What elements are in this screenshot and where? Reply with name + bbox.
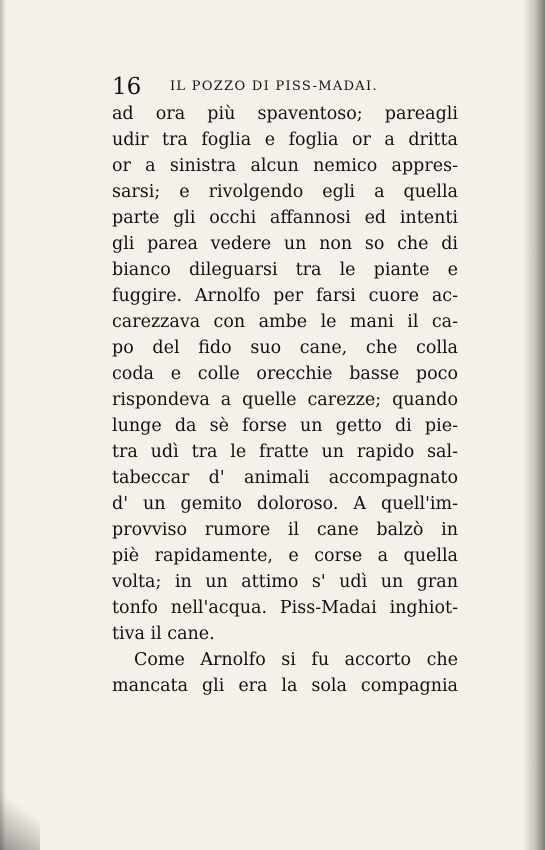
text-line: fuggire. Arnolfo per farsi cuore ac-	[112, 286, 458, 306]
text-line: provviso rumore il cane balzò in	[112, 520, 458, 540]
text-line: volta; in un attimo s' udì un gran	[112, 572, 458, 592]
text-line: tiva il cane.	[112, 624, 215, 644]
running-head: IL POZZO DI PISS-MADAI.	[170, 79, 378, 94]
text-line: tra udì tra le fratte un rapido sal-	[112, 442, 458, 462]
page-header	[112, 70, 462, 104]
text-line: tabeccar d' animali accompagnato	[112, 468, 458, 488]
text-line: or a sinistra alcun nemico appres-	[112, 156, 458, 176]
page-left-edge-shadow	[0, 0, 6, 850]
text-line: gli parea vedere un non so che di	[112, 234, 458, 254]
text-line: sarsi; e rivolgendo egli a quella	[112, 182, 458, 202]
text-line: po del fido suo cane, che colla	[112, 338, 458, 358]
text-line: d' un gemito doloroso. A quell'im-	[112, 494, 458, 514]
text-line: rispondeva a quelle carezze; quando	[112, 390, 458, 410]
text-line: parte gli occhi affannosi ed intenti	[112, 208, 458, 228]
text-line: mancata gli era la sola compagnia	[112, 676, 458, 696]
text-line-paragraph-start: Come Arnolfo si fu accorto che	[134, 650, 458, 670]
text-line: coda e colle orecchie basse poco	[112, 364, 458, 384]
text-line: piè rapidamente, e corse a quella	[112, 546, 458, 566]
body-text	[112, 101, 458, 699]
text-line: ad ora più spaventoso; pareagli	[112, 104, 458, 124]
page-number: 16	[112, 74, 142, 100]
text-line: tonfo nell'acqua. Piss-Madai inghiot-	[112, 598, 458, 618]
text-line: carezzava con ambe le mani il ca-	[112, 312, 458, 332]
page-spine-shadow	[523, 0, 545, 850]
text-line: lunge da sè forse un getto di pie-	[112, 416, 458, 436]
text-line: udir tra foglia e foglia or a dritta	[112, 130, 458, 150]
page-corner-wear	[0, 780, 40, 850]
text-line: bianco dileguarsi tra le piante e	[112, 260, 458, 280]
